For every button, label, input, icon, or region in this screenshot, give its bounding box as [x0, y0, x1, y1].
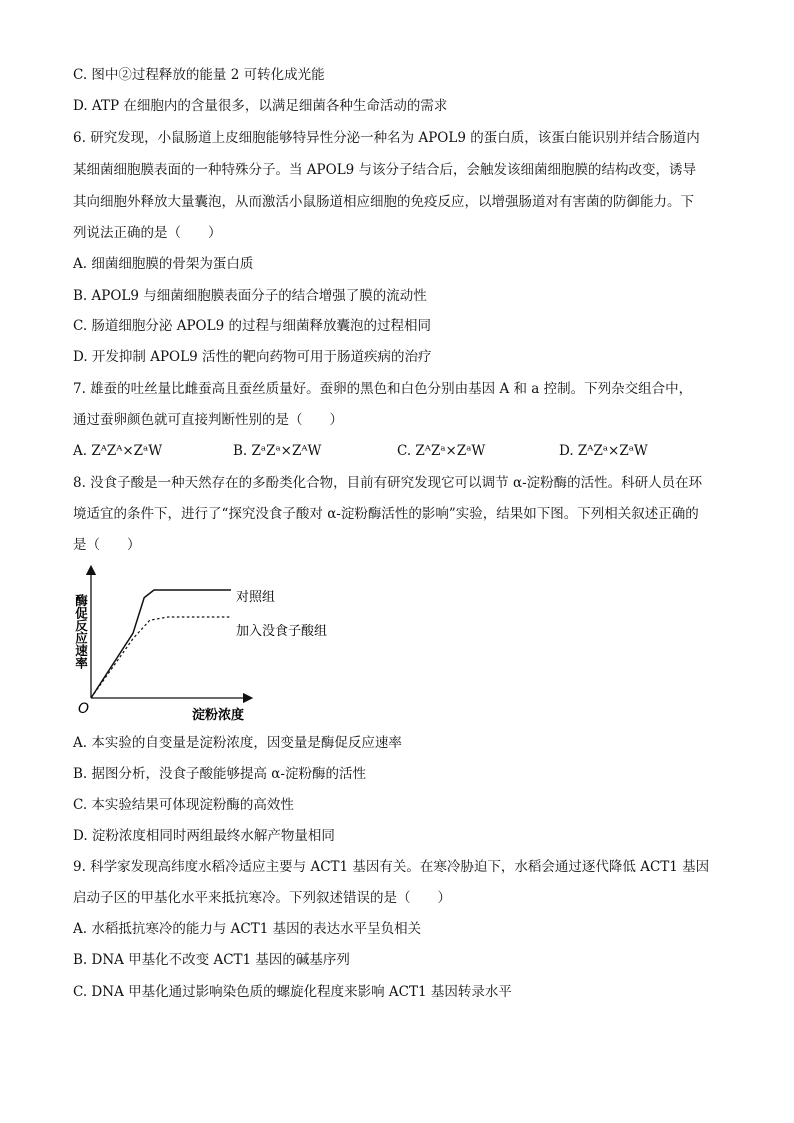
question-7-stem: 7. 雄蚕的吐丝量比雌蚕高且蚕丝质量好。蚕卵的黑色和白色分别由基因 A 和 a 控制。下列杂交组合中，: [73, 381, 693, 397]
question-7-option-a: A. ZᴬZᴬ×ZᵃW: [73, 443, 163, 459]
question-8-option-a: A. 本实验的自变量是淀粉浓度，因变量是酶促反应速率: [73, 735, 402, 751]
question-7-option-d: D. ZᴬZᵃ×ZᵃW: [559, 443, 648, 459]
question-7-options: [73, 441, 753, 461]
text-line: D. ATP 在细胞内的含量很多，以满足细菌各种生命活动的需求: [73, 98, 448, 114]
legend-control-group: 对照组: [236, 590, 276, 605]
question-9-stem: 启动子区的甲基化水平来抵抗寒冷。下列叙述错误的是（ ）: [73, 890, 451, 906]
question-6-stem: 其向细胞外释放大量囊泡，从而激活小鼠肠道相应细胞的免疫反应，以增强肠道对有害菌的防御能力。下: [73, 194, 694, 210]
question-8-option-d: D. 淀粉浓度相同时两组最终水解产物量相同: [73, 828, 335, 844]
question-6-stem: 列说法正确的是（ ）: [73, 225, 222, 241]
question-7-option-c: C. ZᴬZᵃ×ZᵃW: [397, 443, 486, 459]
question-8-option-b: B. 据图分析，没食子酸能够提高 α-淀粉酶的活性: [73, 766, 366, 782]
y-axis-label: 酶促反应速率: [73, 594, 89, 669]
question-9-stem: 9. 科学家发现高纬度水稻冷适应主要与 ACT1 基因有关。在寒冷胁迫下，水稻会通过逐代降低 ACT1 基因: [73, 859, 710, 875]
question-7-stem: 通过蚕卵颜色就可直接判断性别的是（ ）: [73, 412, 343, 428]
origin-label: O: [78, 701, 90, 717]
question-8-stem: 8. 没食子酸是一种天然存在的多酚类化合物，目前有研究发现它可以调节 α-淀粉酶的活性。科研人员在环: [73, 475, 703, 491]
text-line: C. 图中②过程释放的能量 2 可转化成光能: [73, 67, 325, 83]
legend-treatment-group: 加入没食子酸组: [236, 624, 328, 639]
series-line-control: [91, 590, 231, 698]
enzyme-rate-chart: [70, 562, 328, 724]
question-8-stem: 是（ ）: [73, 537, 141, 553]
question-6-stem: 6. 研究发现，小鼠肠道上皮细胞能够特异性分泌一种名为 APOL9 的蛋白质，该蛋白能识别并结合肠道内: [73, 130, 700, 146]
question-9-option-a: A. 水稻抵抗寒冷的能力与 ACT1 基因的表达水平呈负相关: [73, 921, 422, 937]
question-8-option-c: C. 本实验结果可体现淀粉酶的高效性: [73, 797, 294, 813]
series-line-treatment: [91, 617, 231, 698]
question-7-option-b: B. ZᵃZᵃ×ZᴬW: [233, 443, 322, 459]
question-6-option-c: C. 肠道细胞分泌 APOL9 的过程与细菌释放囊泡的过程相同: [73, 318, 431, 334]
question-9-option-c: C. DNA 甲基化通过影响染色质的螺旋化程度来影响 ACT1 基因转录水平: [73, 984, 512, 1000]
question-6-option-d: D. 开发抑制 APOL9 活性的靶向药物可用于肠道疾病的治疗: [73, 349, 432, 365]
question-8-stem: 境适宜的条件下，进行了“探究没食子酸对 α-淀粉酶活性的影响”实验，结果如下图。下列相关叙述正确的: [73, 506, 699, 522]
question-6-option-a: A. 细菌细胞膜的骨架为蛋白质: [73, 256, 254, 272]
question-6-stem: 某细菌细胞膜表面的一种特殊分子。当 APOL9 与该分子结合后，会触发该细菌细胞膜的结构改变，诱导: [73, 162, 697, 178]
question-9-option-b: B. DNA 甲基化不改变 ACT1 基因的碱基序列: [73, 952, 350, 968]
question-6-option-b: B. APOL9 与细菌细胞膜表面分子的结合增强了膜的流动性: [73, 288, 427, 304]
x-axis-label: 淀粉浓度: [192, 708, 245, 723]
